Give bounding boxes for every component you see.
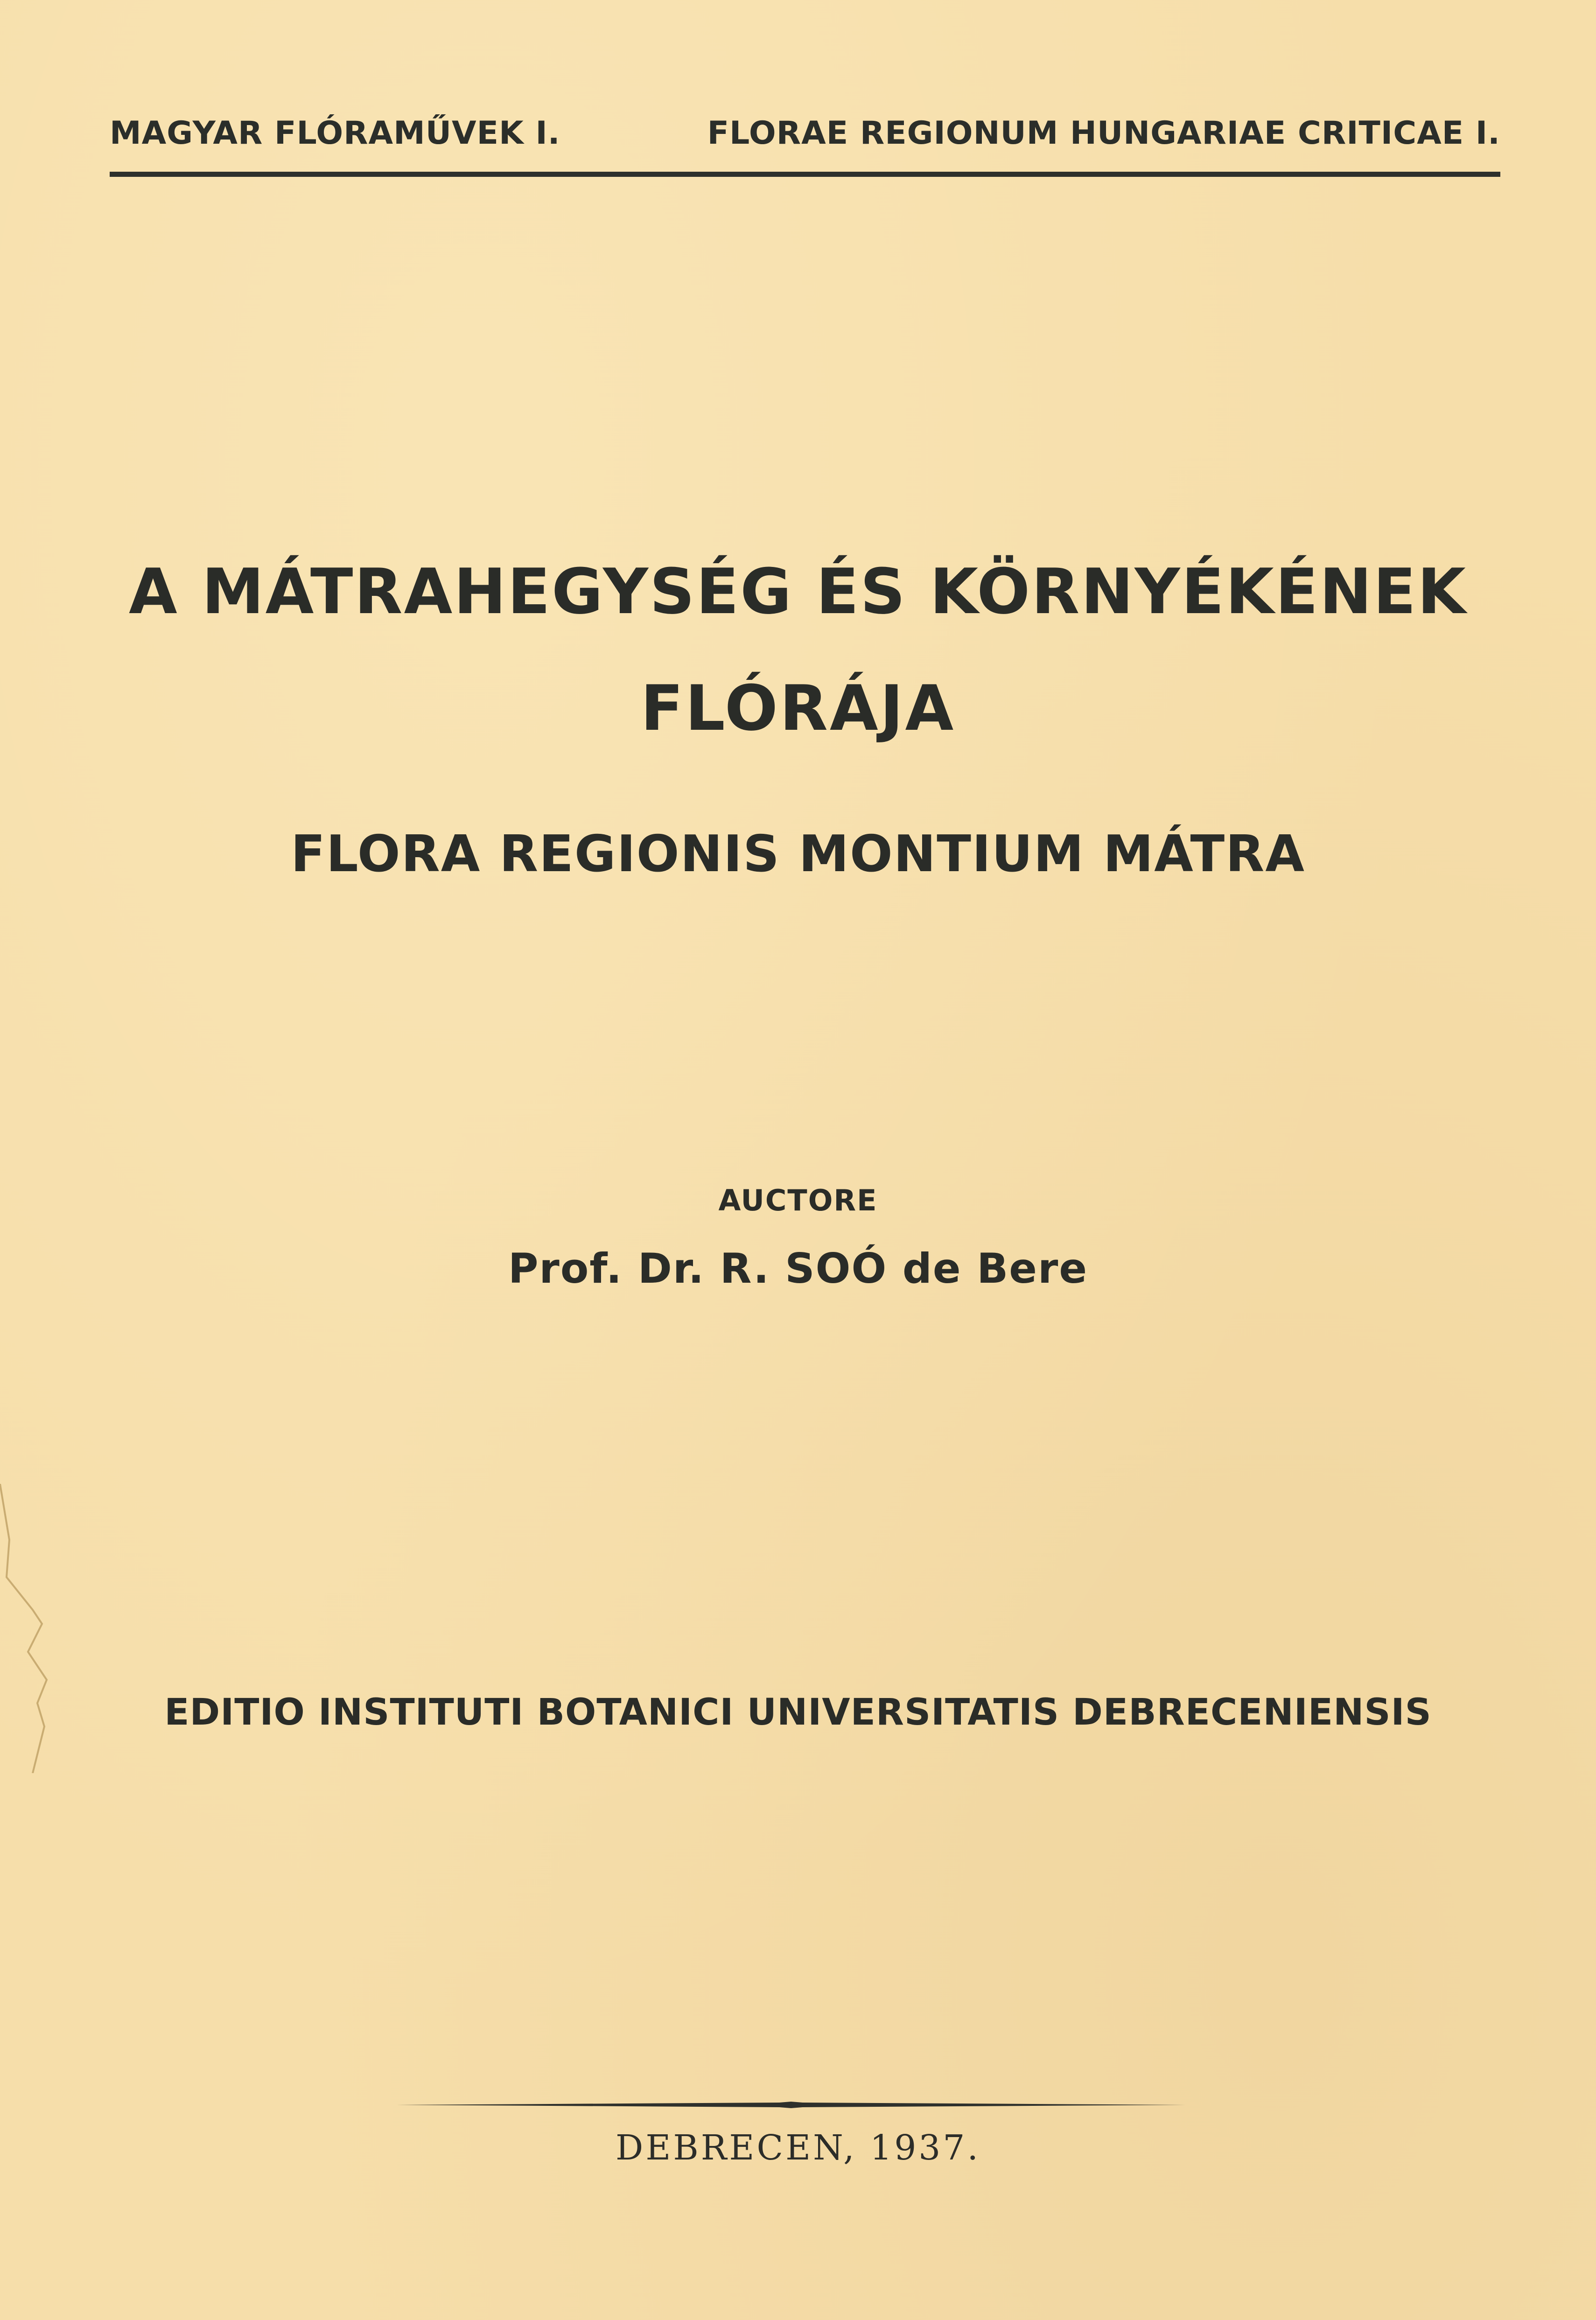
ornamental-rule — [397, 2102, 1185, 2108]
series-title-latin: FLORAE REGIONUM HUNGARIAE CRITICAE I. — [707, 115, 1500, 152]
series-header — [110, 108, 1500, 160]
publisher-line: EDITIO INSTITUTI BOTANICI UNIVERSITATIS DEBRECENIENSIS — [164, 1691, 1432, 1733]
torn-edge-mark — [0, 1484, 75, 1773]
latin-subtitle: FLORA REGIONIS MONTIUM MÁTRA — [291, 825, 1305, 883]
imprint-place-year: DEBRECEN, 1937. — [615, 2128, 980, 2168]
author-name: Prof. Dr. R. SOÓ de Bere — [508, 1244, 1088, 1293]
series-title-hungarian: MAGYAR FLÓRAMŰVEK I. — [110, 115, 560, 152]
header-rule — [110, 172, 1500, 177]
author-label: AUCTORE — [718, 1183, 878, 1217]
ornamental-rule-graphic — [397, 2102, 1185, 2108]
main-title-line-1: A MÁTRAHEGYSÉG ÉS KÖRNYÉKÉNEK — [129, 555, 1467, 628]
main-title-line-2: FLÓRÁJA — [640, 672, 956, 745]
